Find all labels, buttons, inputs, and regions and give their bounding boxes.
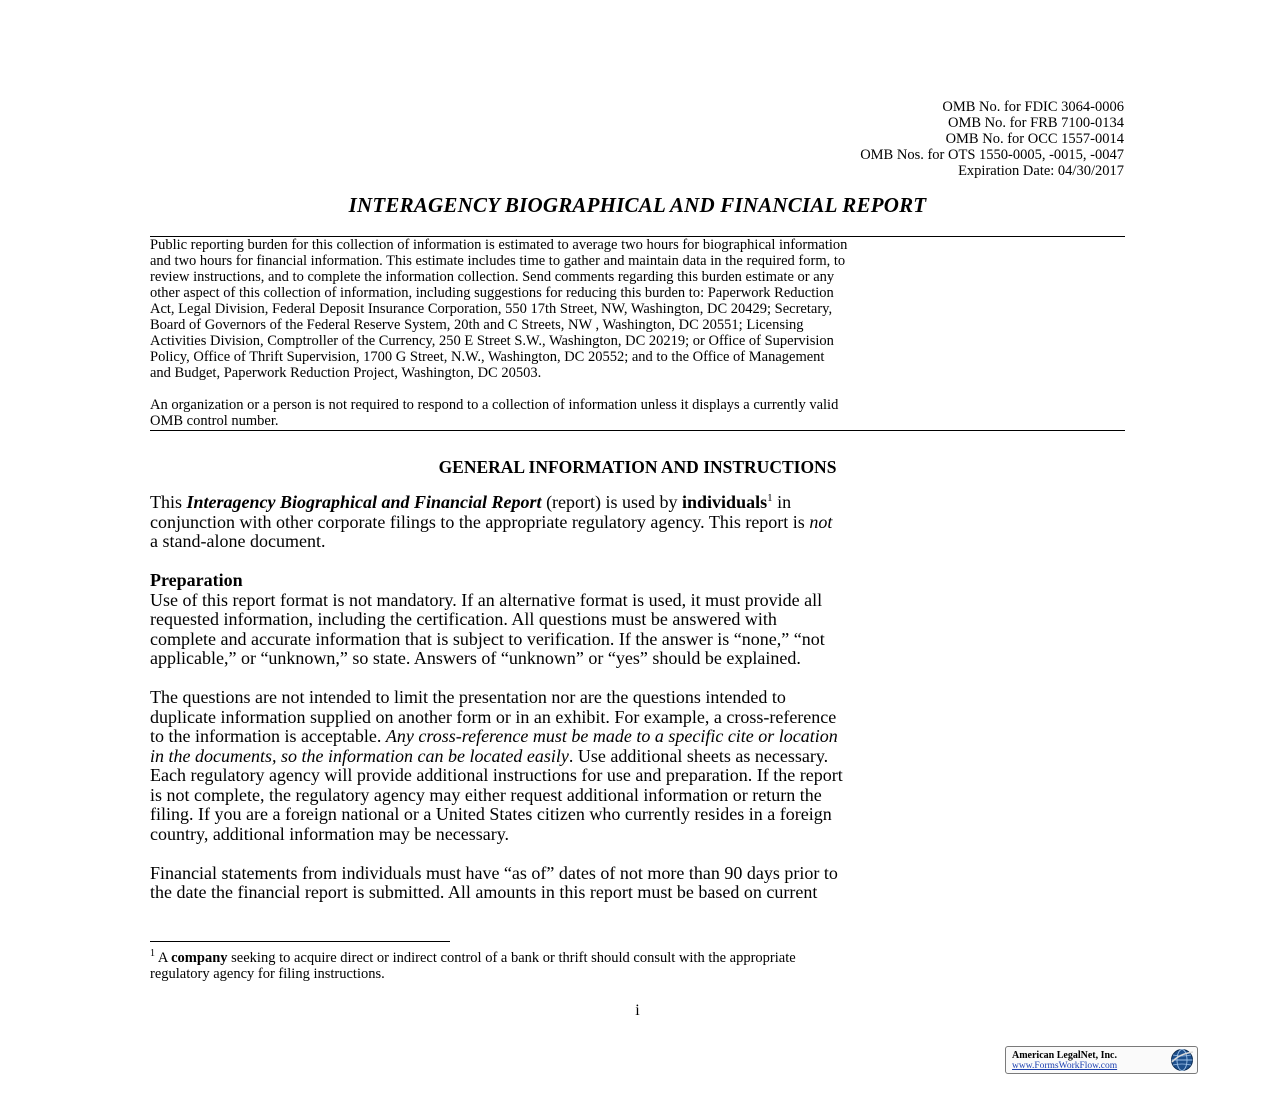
expiration-date: Expiration Date: 04/30/2017	[958, 163, 1124, 179]
footnote-text: A	[155, 950, 172, 966]
questions-line: country, additional information may be necessary.	[150, 823, 510, 844]
company-emphasis: company	[171, 950, 228, 966]
burden-line: and Budget, Paperwork Reduction Project, Washington, DC 20503.	[150, 365, 542, 381]
intro-text: in	[772, 492, 792, 512]
burden-line: Act, Legal Division, Federal Deposit Insurance Corporation, 550 17th Street, NW, Washington, DC 20429; Secretary,	[150, 301, 833, 317]
financial-statements-line: Financial statements from individuals must have “as of” dates of not more than 90 days prior to	[150, 862, 838, 883]
instructions-body	[150, 493, 1130, 903]
intro-text: This	[150, 492, 187, 512]
burden-line: Policy, Office of Thrift Supervision, 1700 G Street, N.W., Washington, DC 20552; and to the Office of Management	[150, 349, 825, 365]
footnote-line-2: regulatory agency for filing instructions.	[150, 966, 385, 982]
burden-line: other aspect of this collection of information, including suggestions for reducing this burden to: Paperwork Reduction	[150, 285, 834, 301]
burden-line: Activities Division, Comptroller of the Currency, 250 E Street S.W., Washington, DC 20219; or Office of Supervision	[150, 333, 834, 349]
omb-notice-line: An organization or a person is not required to respond to a collection of information unless it displays a currently valid	[150, 397, 839, 413]
section-heading: GENERAL INFORMATION AND INSTRUCTIONS	[438, 457, 837, 477]
preparation-heading: Preparation	[150, 570, 243, 590]
omb-fdic: OMB No. for FDIC 3064-0006	[942, 99, 1124, 115]
spacer	[150, 669, 1130, 689]
financial-statements-line: the date the financial report is submitted. All amounts in this report must be based on current	[150, 882, 818, 902]
preparation-line: complete and accurate information that is subject to verification. If the answer is “none,” “not	[150, 628, 825, 649]
intro-line-1	[150, 493, 1130, 513]
cross-reference-emphasis: in the documents, so the information can be located easily	[150, 745, 569, 766]
intro-text: conjunction with other corporate filings to the appropriate regulatory agency. This report is	[150, 511, 810, 532]
questions-line	[150, 747, 1130, 767]
spacer	[150, 381, 1135, 397]
burden-line: Board of Governors of the Federal Reserve System, 20th and C Streets, NW , Washington, DC 20551; Licensing	[150, 317, 804, 333]
page-number: i	[635, 1002, 640, 1019]
burden-statement	[150, 237, 1135, 429]
report-title: INTERAGENCY BIOGRAPHICAL AND FINANCIAL REPORT	[348, 193, 927, 217]
footnote-marker: 1	[150, 948, 155, 960]
footnote-separator	[150, 941, 450, 942]
intro-line-2	[150, 513, 1130, 533]
footnote-line-1	[150, 950, 1130, 966]
omb-occ: OMB No. for OCC 1557-0014	[945, 131, 1124, 147]
burden-line: and two hours for financial information. This estimate includes time to gather and maintain data in the required form, to	[150, 253, 846, 269]
burden-line: review instructions, and to complete the information collection. Send comments regarding this burden estimate or any	[150, 269, 835, 285]
spacer	[150, 552, 1130, 572]
questions-line: The questions are not intended to limit the presentation nor are the questions intended to	[150, 687, 786, 707]
report-name-emphasis: Interagency Biographical and Financial Report	[186, 492, 542, 512]
brand-name: American LegalNet, Inc.	[1012, 1050, 1117, 1061]
questions-line	[150, 727, 1130, 747]
footnote	[150, 950, 1130, 982]
preparation-line: Use of this report format is not mandatory. If an alternative format is used, it must provide all	[150, 589, 823, 610]
preparation-line: requested information, including the certification. All questions must be answered with	[150, 609, 777, 629]
globe-icon	[1170, 1048, 1194, 1072]
intro-line-3: a stand-alone document.	[150, 531, 326, 551]
omb-notice-line: OMB control number.	[150, 413, 279, 429]
footnote-text: seeking to acquire direct or indirect control of a bank or thrift should consult with the appropriate	[227, 950, 796, 966]
branding-stamp[interactable]	[1005, 1046, 1198, 1074]
spacer	[150, 844, 1130, 864]
questions-line: is not complete, the regulatory agency may either request additional information or return the	[150, 784, 822, 805]
cross-reference-emphasis: Any cross-reference must be made to a specific cite or location	[385, 726, 838, 746]
burden-bottom-rule	[150, 430, 1125, 431]
not-emphasis: not	[809, 511, 833, 532]
omb-ots: OMB Nos. for OTS 1550-0005, -0015, -0047	[860, 147, 1124, 163]
preparation-line: applicable,” or “unknown,” so state. Answers of “unknown” or “yes” should be explained.	[150, 648, 801, 668]
questions-line: Each regulatory agency will provide additional instructions for use and preparation. If the report	[150, 765, 843, 785]
questions-line: filing. If you are a foreign national or a United States citizen who currently resides in a foreign	[150, 804, 832, 824]
questions-line: duplicate information supplied on another form or in an exhibit. For example, a cross-reference	[150, 706, 837, 727]
brand-url-link[interactable]: www.FormsWorkFlow.com	[1012, 1061, 1118, 1071]
questions-text: . Use additional sheets as necessary.	[568, 745, 829, 766]
omb-numbers	[860, 99, 1124, 179]
intro-text: (report) is used by	[541, 492, 683, 512]
omb-frb: OMB No. for FRB 7100-0134	[947, 115, 1124, 131]
burden-line: Public reporting burden for this collection of information is estimated to average two hours for biographical information	[150, 237, 848, 253]
footnote-reference: 1	[767, 492, 773, 504]
individuals-emphasis: individuals	[682, 492, 768, 512]
questions-text: to the information is acceptable.	[150, 726, 386, 746]
